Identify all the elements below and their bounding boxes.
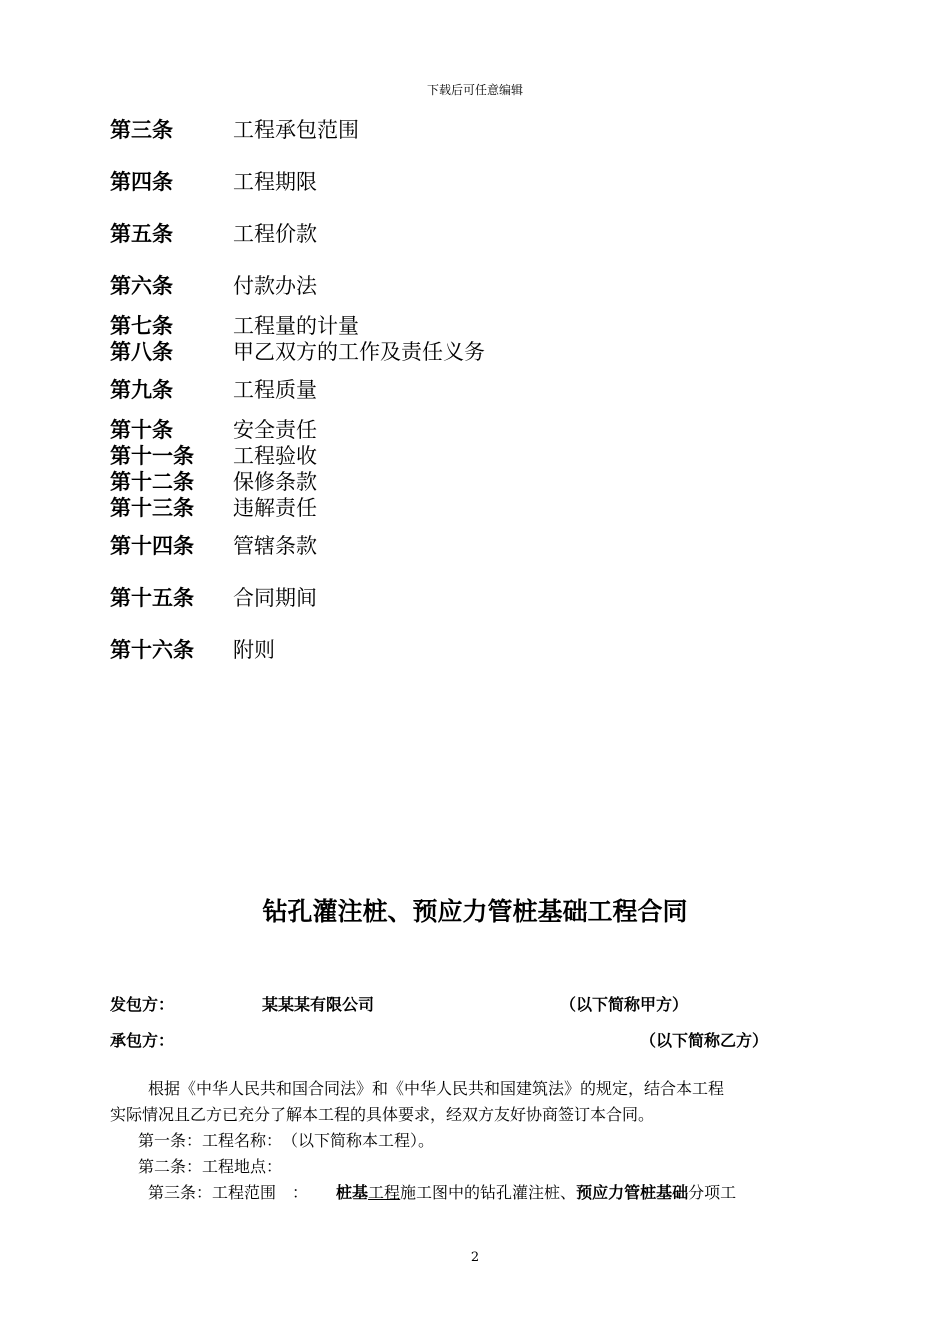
toc-item-number: 第十一条	[110, 443, 194, 468]
toc-item-number: 第十六条	[110, 637, 194, 662]
toc-item-number: 第十四条	[110, 533, 194, 558]
intro-line-2: 实际情况且乙方已充分了解本工程的具体要求，经双方友好协商签订本合同。	[110, 1105, 655, 1124]
toc-item-title: 合同期间	[233, 586, 317, 610]
toc-item-title: 甲乙双方的工作及责任义务	[233, 340, 485, 364]
header-note: 下载后可任意编辑	[426, 83, 523, 97]
clause-1: 第一条：工程名称： （以下简称本工程）。	[138, 1131, 435, 1150]
toc-item-title: 工程量的计量	[233, 314, 359, 338]
employer-label: 发包方：	[110, 995, 175, 1014]
clause-3-text: 分项工	[688, 1183, 737, 1202]
toc-item-title: 付款办法	[233, 274, 317, 298]
toc-item-number: 第十三条	[110, 495, 194, 520]
intro-line-1: 根据《中华人民共和国合同法》和《中华人民共和国建筑法》的规定，结合本工程	[148, 1079, 725, 1098]
employer-alias: （以下简称甲方）	[560, 995, 689, 1014]
toc-item-title: 工程质量	[233, 378, 317, 402]
toc-item-number: 第十五条	[110, 585, 194, 610]
contractor-alias: （以下简称乙方）	[640, 1031, 769, 1050]
toc-item-number: 第三条	[110, 117, 173, 142]
toc-item-title: 工程期限	[233, 170, 317, 194]
toc-item-number: 第九条	[110, 377, 173, 402]
toc-item-number: 第十二条	[110, 469, 194, 494]
toc-item-number: 第八条	[110, 339, 173, 364]
clause-3-text: 工程	[368, 1183, 401, 1202]
toc-item-title: 管辖条款	[233, 534, 317, 558]
document-title: 钻孔灌注桩、预应力管桩基础工程合同	[262, 897, 688, 926]
contractor-label: 承包方：	[110, 1031, 175, 1050]
clause-3-text: 桩基	[336, 1183, 369, 1202]
toc-item-title: 附则	[233, 638, 275, 662]
contractor-row	[110, 1028, 840, 1052]
toc-item-number: 第六条	[110, 273, 173, 298]
toc-item-title: 保修条款	[233, 470, 317, 494]
employer-name: 某某某有限公司	[262, 995, 375, 1014]
clause-3	[148, 1180, 736, 1206]
clause-3-text: 施工图中的钻孔灌注桩、	[400, 1183, 577, 1202]
toc-item-title: 工程价款	[233, 222, 317, 246]
clause-3-label: 第三条：工程范围 ：	[148, 1183, 309, 1202]
clause-3-text: 预应力管桩基础	[576, 1183, 689, 1202]
toc-item-number: 第四条	[110, 169, 173, 194]
toc-item-title: 工程承包范围	[233, 118, 359, 142]
toc-item-number: 第十条	[110, 417, 173, 442]
employer-row	[110, 992, 840, 1016]
page-number: 2	[470, 1250, 480, 1265]
toc-item-number: 第七条	[110, 313, 173, 338]
clause-2: 第二条：工程地点：	[138, 1157, 283, 1176]
toc-item-number: 第五条	[110, 221, 173, 246]
toc-item-title: 工程验收	[233, 444, 317, 468]
toc-item-title: 安全责任	[233, 418, 317, 442]
toc-item-title: 违解责任	[233, 496, 317, 520]
